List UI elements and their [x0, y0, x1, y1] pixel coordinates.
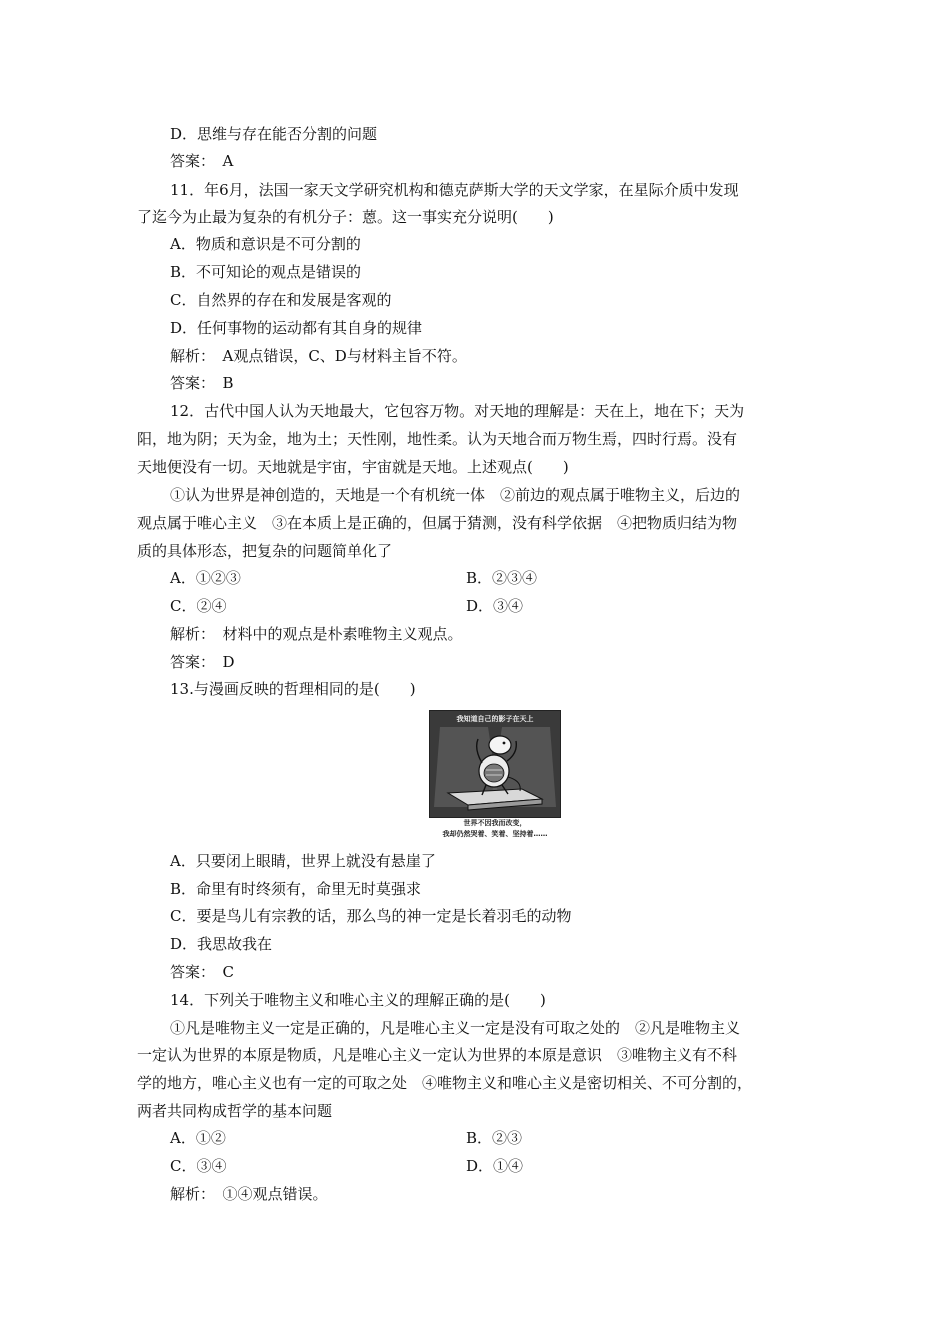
- q13-option-b: B．命里有时终须有，命里无时莫强求: [170, 880, 422, 898]
- q10-option-d: D．思维与存在能否分割的问题: [170, 125, 378, 143]
- q13-stem: 13.与漫画反映的哲理相同的是( ): [170, 680, 416, 698]
- q10-answer: 答案： A: [170, 152, 234, 170]
- q12-stem-line2: 阳，地为阴；天为金，地为土；天性刚，地性柔。认为天地合而万物生焉，四时行焉。没有: [137, 430, 738, 448]
- q12-option-b: B．②③④: [466, 569, 538, 587]
- cartoon-caption-top: 我知道自己的影子在天上: [456, 715, 534, 723]
- q14-items-line3: 学的地方，唯心主义也有一定的可取之处 ④唯物主义和唯心主义是密切相关、不可分割的，: [137, 1074, 753, 1092]
- q14-items-line4: 两者共同构成哲学的基本问题: [137, 1102, 333, 1120]
- q14-option-a: A．①②: [170, 1129, 226, 1147]
- q14-analysis: 解析： ①④观点错误。: [170, 1185, 328, 1203]
- cartoon-drawing: [430, 711, 560, 817]
- cartoon-image: [429, 710, 561, 818]
- q14-stem: 14．下列关于唯物主义和唯心主义的理解正确的是( ): [170, 991, 546, 1009]
- q12-answer: 答案： D: [170, 653, 235, 671]
- q14-option-d: D．①④: [466, 1157, 524, 1175]
- q11-option-a: A．物质和意识是不可分割的: [170, 235, 361, 253]
- q11-stem-line1: 11．年6月，法国一家天文学研究机构和德克萨斯大学的天文学家，在星际介质中发现: [170, 181, 739, 199]
- q12-stem-line3: 天地便没有一切。天地就是宇宙，宇宙就是天地。上述观点( ): [137, 458, 569, 476]
- q14-items-line2: 一定认为世界的本原是物质，凡是唯心主义一定认为世界的本原是意识 ③唯物主义有不科: [137, 1046, 738, 1064]
- q11-analysis: 解析： A观点错误，C、D与材料主旨不符。: [170, 347, 467, 365]
- q14-option-c: C．③④: [170, 1157, 227, 1175]
- q12-option-a: A．①②③: [170, 569, 241, 587]
- q12-option-d: D．③④: [466, 597, 524, 615]
- q11-answer: 答案： B: [170, 374, 234, 392]
- q13-option-c: C．要是鸟儿有宗教的话，那么鸟的神一定是长着羽毛的动物: [170, 907, 572, 925]
- q12-items-line1: ①认为世界是神创造的，天地是一个有机统一体 ②前边的观点属于唯物主义，后边的: [170, 486, 741, 504]
- q13-answer: 答案： C: [170, 963, 234, 981]
- cartoon-caption-bottom-2: 我却仍然哭着、笑着、坚持着……: [442, 830, 548, 838]
- q14-option-b: B．②③: [466, 1129, 523, 1147]
- q12-items-line3: 质的具体形态，把复杂的问题简单化了: [137, 542, 393, 560]
- q11-stem-line2: 了迄今为止最为复杂的有机分子：蒽。这一事实充分说明( ): [137, 208, 554, 226]
- q12-items-line2: 观点属于唯心主义 ③在本质上是正确的，但属于猜测，没有科学依据 ④把物质归结为物: [137, 514, 738, 532]
- q11-option-b: B．不可知论的观点是错误的: [170, 263, 362, 281]
- q12-stem-line1: 12．古代中国人认为天地最大，它包容万物。对天地的理解是：天在上，地在下；天为: [170, 402, 745, 420]
- q12-analysis: 解析： 材料中的观点是朴素唯物主义观点。: [170, 625, 463, 643]
- q11-option-c: C．自然界的存在和发展是客观的: [170, 291, 392, 309]
- q13-option-d: D．我思故我在: [170, 935, 273, 953]
- q12-option-c: C．②④: [170, 597, 227, 615]
- cartoon-caption-bottom-1: 世界不因我而改变，: [463, 819, 527, 827]
- q11-option-d: D．任何事物的运动都有其自身的规律: [170, 319, 423, 337]
- q13-option-a: A．只要闭上眼睛，世界上就没有悬崖了: [170, 852, 436, 870]
- q14-items-line1: ①凡是唯物主义一定是正确的，凡是唯心主义一定是没有可取之处的 ②凡是唯物主义: [170, 1019, 741, 1037]
